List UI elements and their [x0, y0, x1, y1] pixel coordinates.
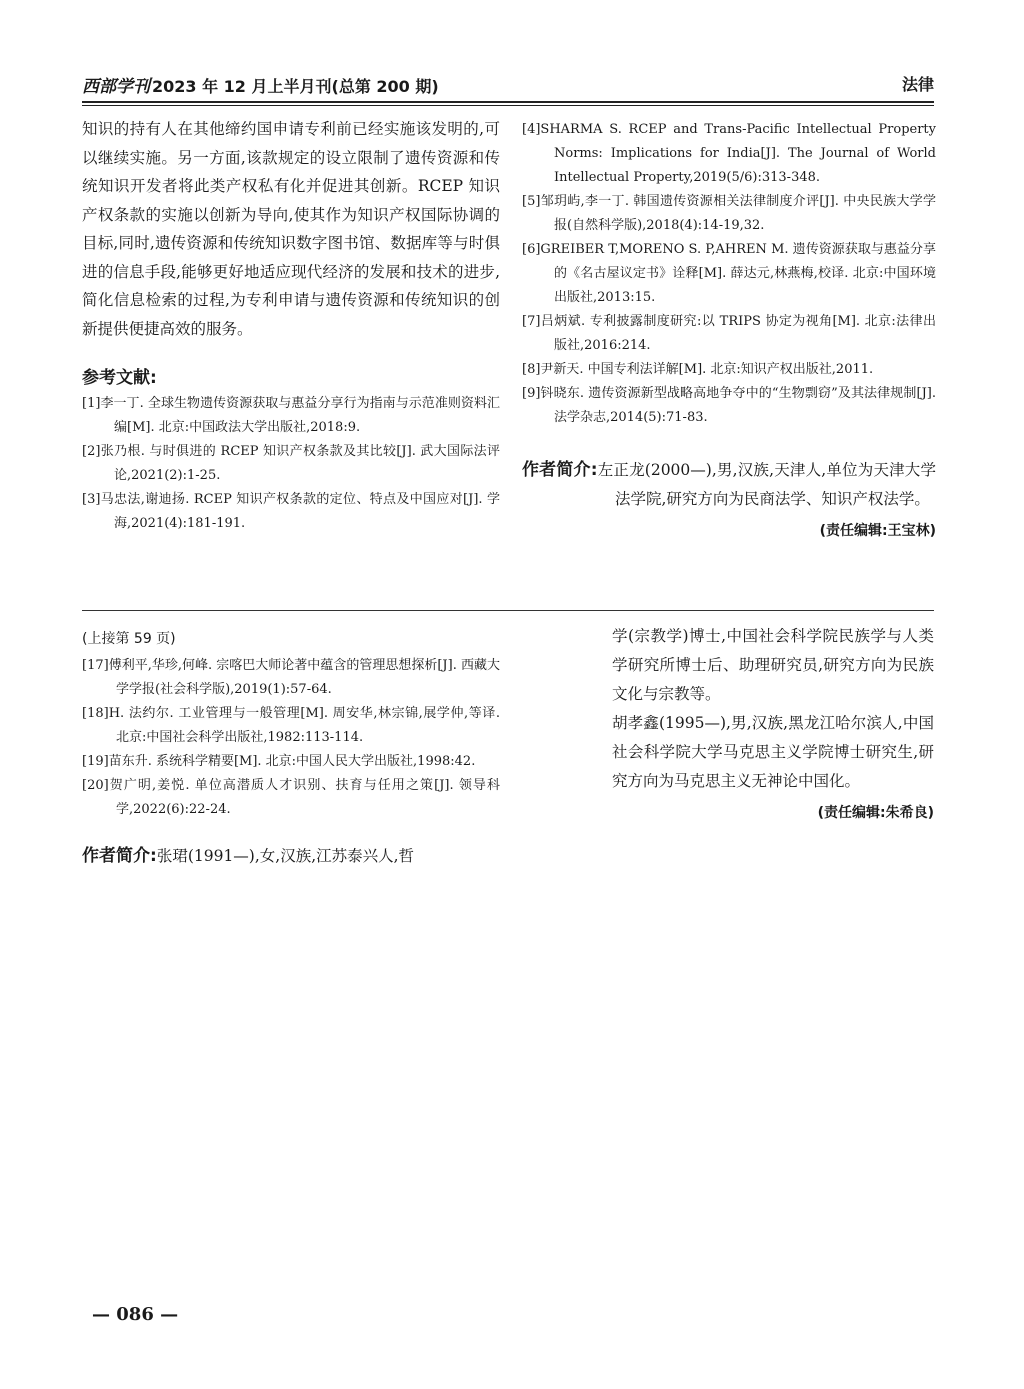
left-column: [82, 115, 500, 536]
reference-item: [4]SHARMA S. RCEP and Trans-Pacific Intellectual Property Norms: Implications for India[J]. The Journal of World Intellectual Property,2019(5/6):313-348.: [522, 122, 936, 185]
author-label: 作者简介:: [82, 846, 157, 866]
issue-info: 2023 年 12 月上半月刊(总第 200 期): [152, 77, 439, 96]
right-column: [522, 118, 936, 540]
reference-item: [19]苗东升. 系统科学精要[M]. 北京:中国人民大学出版社,1998:42.: [82, 754, 476, 769]
bottom-right-column: [612, 622, 934, 822]
body-paragraph: 知识的持有人在其他缔约国申请专利前已经实施该发明的,可以继续实施。另一方面,该款规定的设立限制了遗传资源和传统知识开发者将此类产权私有化并促进其创新。RCEP 知识产权条款的实施以创新为导向,使其作为知识产权国际协调的目标,同时,遗传资源和传统知识数字图书馆、数据库等与时俱进的信息手段,能够更好地适应现代经济的发展和技术的进步,简化信息检索的过程,为专利申请与遗传资源和传统知识的创新提供便捷高效的服务。: [82, 120, 500, 338]
reference-item: [6]GREIBER T,MORENO S. P,AHREN M. 遗传资源获取与惠益分享的《名古屋议定书》诠释[M]. 薛达元,林燕梅,校译. 北京:中国环境出版社,2013:15.: [522, 242, 936, 305]
header-rule-thin: [82, 105, 934, 106]
reference-item: [5]邹玥屿,李一丁. 韩国遗传资源相关法律制度介评[J]. 中央民族大学学报(自然科学版),2018(4):14-19,32.: [522, 194, 936, 233]
references-title: 参考文献:: [82, 368, 157, 388]
reference-item: [20]贺广明,姜悦. 单位高潜质人才识别、扶育与任用之策[J]. 领导科学,2022(6):22-24.: [82, 778, 500, 817]
reference-item: [17]傅利平,华珍,何峰. 宗喀巴大师论著中蕴含的管理思想探析[J]. 西藏大学学报(社会科学版),2019(1):57-64.: [82, 658, 500, 697]
author-bio: [82, 842, 500, 871]
author-label: 作者简介:: [522, 460, 598, 480]
section-divider: [82, 610, 934, 611]
author-bio: [522, 456, 936, 514]
author-bio-continued: 学(宗教学)博士,中国社会科学院民族学与人类学研究所博士后、助理研究员,研究方向为民族文化与宗教等。: [612, 627, 934, 703]
page-header: [82, 72, 934, 100]
reference-item: [3]马忠法,谢迪扬. RCEP 知识产权条款的定位、特点及中国应对[J]. 学海,2021(4):181-191.: [82, 492, 500, 531]
author-text: 左正龙(2000—),男,汉族,天津人,单位为天津大学法学院,研究方向为民商法学、知识产权法学。: [597, 461, 936, 508]
reference-item: [2]张乃根. 与时俱进的 RCEP 知识产权条款及其比较[J]. 武大国际法评论,2021(2):1-25.: [82, 444, 500, 483]
section-label: 法律: [901, 75, 934, 94]
journal-logo: 西部学刊: [82, 77, 150, 97]
reference-item: [1]李一丁. 全球生物遗传资源获取与惠益分享行为指南与示范准则资料汇编[M]. 北京:中国政法大学出版社,2018:9.: [82, 396, 500, 435]
editor-credit: (责任编辑:王宝林): [819, 523, 936, 539]
reference-item: [18]H. 法约尔. 工业管理与一般管理[M]. 周安华,林宗锦,展学仲,等译. 北京:中国社会科学出版社,1982:113-114.: [82, 706, 500, 745]
continued-note: (上接第 59 页): [82, 631, 176, 647]
reference-item: [7]吕炳斌. 专利披露制度研究:以 TRIPS 协定为视角[M]. 北京:法律出版社,2016:214.: [522, 314, 936, 353]
header-rule: [82, 101, 934, 103]
page-number: — 086 —: [92, 1304, 179, 1325]
bottom-left-column: [82, 628, 500, 871]
reference-item: [9]钭晓东. 遗传资源新型战略高地争夺中的“生物剽窃”及其法律规制[J]. 法学杂志,2014(5):71-83.: [522, 386, 936, 425]
editor-credit: (责任编辑:朱希良): [817, 805, 934, 821]
author-text: 张珺(1991—),女,汉族,江苏泰兴人,哲: [156, 847, 415, 865]
journal-info: [82, 72, 439, 97]
author-bio-second: 胡孝鑫(1995—),男,汉族,黑龙江哈尔滨人,中国社会科学院大学马克思主义学院博士研究生,研究方向为马克思主义无神论中国化。: [612, 714, 934, 790]
reference-item: [8]尹新天. 中国专利法详解[M]. 北京:知识产权出版社,2011.: [522, 362, 874, 377]
